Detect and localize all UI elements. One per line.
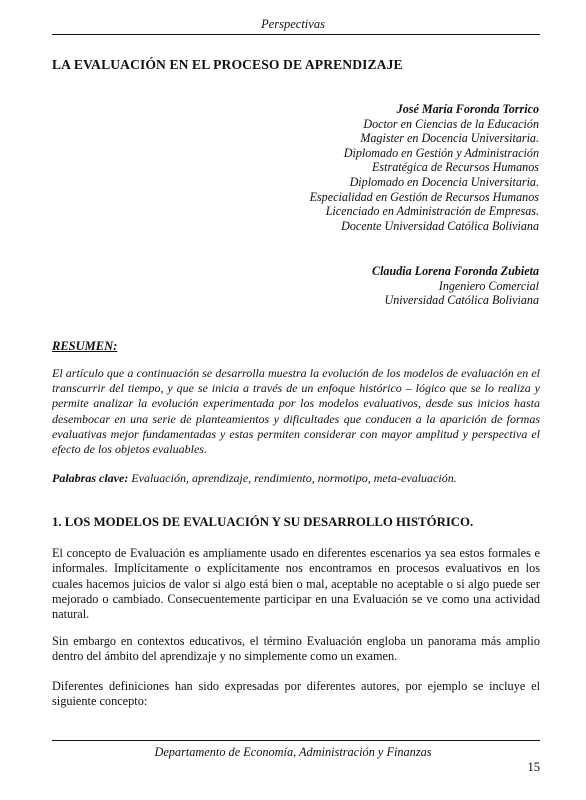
body-paragraph: Diferentes definiciones han sido expresadas por diferentes autores, por ejemplo se incluye el siguiente concepto: <box>52 679 540 709</box>
author-credential: Diplomado en Gestión y Administración <box>343 145 539 160</box>
footer-department: Departamento de Economía, Administración y Finanzas <box>154 745 432 759</box>
abstract-text: El artículo que a continuación se desarrolla muestra la evolución de los modelos de evaluación en el transcurrir del tiempo, y que se inicia a través de un enfoque histórico – lógico que se lo realiza y permite analizar la evolución experimentada por los modelos evaluativos, desde sus inicios hasta desembocar en una serie de planteamientos y dificultades que conducen a la aparición de formas evaluativas mejor fundamentadas y estas permiten considerar con mayor amplitud y perspectiva el efecto de los objetos evaluables. <box>52 366 540 457</box>
author-credential: Ingeniero Comercial <box>438 278 539 293</box>
running-header: Perspectivas <box>261 17 325 31</box>
keywords <box>52 471 540 486</box>
footer-rule <box>52 740 540 741</box>
author-block-1 <box>310 102 539 233</box>
keywords-label: Palabras clave: <box>52 471 129 485</box>
author-credential: Diplomado en Docencia Universitaria. <box>349 174 539 189</box>
author-credential: Especialidad en Gestión de Recursos Humanos <box>309 189 539 204</box>
author-credential: Estratégica de Recursos Humanos <box>372 160 539 175</box>
article-title: LA EVALUACIÓN EN EL PROCESO DE APRENDIZAJE <box>52 57 403 72</box>
abstract-heading: RESUMEN: <box>52 339 118 353</box>
author-name: José María Foronda Torrico <box>396 102 539 116</box>
section-heading: 1. LOS MODELOS DE EVALUACIÓN Y SU DESARROLLO HISTÓRICO. <box>52 515 474 529</box>
body-paragraph: Sin embargo en contextos educativos, el término Evaluación engloba un panorama más amplio dentro del ámbito del aprendizaje y no simplemente como un examen. <box>52 634 540 664</box>
author-credential: Doctor en Ciencias de la Educación <box>363 116 539 131</box>
author-name: Claudia Lorena Foronda Zubieta <box>372 264 539 278</box>
author-block-2 <box>372 264 539 308</box>
author-credential: Universidad Católica Boliviana <box>384 293 539 308</box>
header-rule <box>52 34 540 35</box>
body-paragraph: El concepto de Evaluación es ampliamente usado en diferentes escenarios ya sea estos formales e informales. Implícitamente o explícitamente nos encontramos en procesos evaluativos en los cuales hacemos juicios de valor si algo está bien o mal, aceptable no aceptable o si algo puede ser mejorado o cambiado. Consecuentemente participar en una Evaluación se ve como una actividad natural. <box>52 546 540 622</box>
author-credential: Licenciado en Administración de Empresas. <box>325 204 539 219</box>
keywords-list: Evaluación, aprendizaje, rendimiento, normotipo, meta-evaluación. <box>131 471 457 485</box>
page-number: 15 <box>527 760 540 774</box>
author-credential: Docente Universidad Católica Boliviana <box>341 218 539 233</box>
author-credential: Magister en Docencia Universitaria. <box>360 131 539 146</box>
